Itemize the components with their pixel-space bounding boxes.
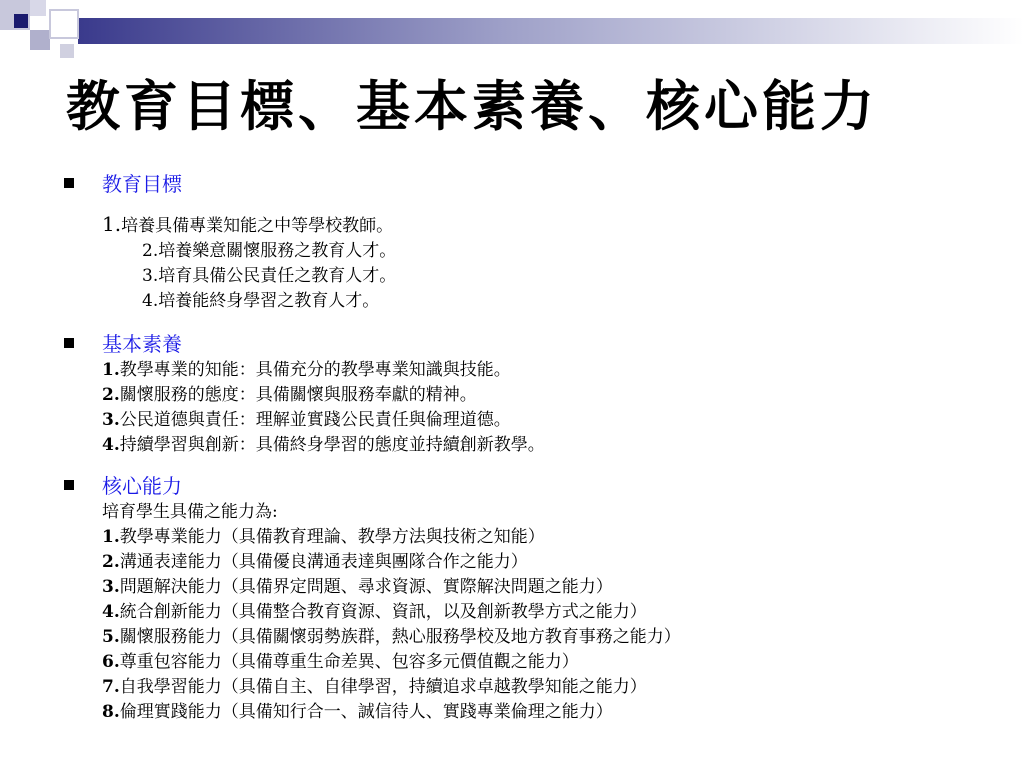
slide-title: 教育目標、基本素養、核心能力 [66, 74, 878, 138]
list-item: 3.問題解決能力（具備界定問題、尋求資源、實際解決問題之能力） [102, 577, 613, 597]
list-intro: 培育學生具備之能力為: [102, 502, 278, 522]
list-item: 5.關懷服務能力（具備關懷弱勢族群，熱心服務學校及地方教育事務之能力） [102, 627, 681, 647]
list-item: 4.統合創新能力（具備整合教育資源、資訊，以及創新教學方式之能力） [102, 602, 647, 622]
list-item: 1.教學專業能力（具備教育理論、教學方法與技術之知能） [102, 527, 545, 547]
list-item: 4.培養能終身學習之教育人才。 [142, 291, 380, 311]
list-item: 7.自我學習能力（具備自主、自律學習，持續追求卓越教學知能之能力） [102, 677, 647, 697]
square-bullet-icon [64, 338, 74, 348]
goal-list [102, 212, 396, 314]
section-heading: 基本素養 [102, 332, 182, 356]
square-bullet-icon [64, 178, 74, 188]
list-item: 2.培養樂意關懷服務之教育人才。 [142, 241, 397, 261]
section-heading: 核心能力 [102, 474, 182, 498]
list-item: 2.關懷服務的態度：具備關懷與服務奉獻的精神。 [102, 385, 477, 405]
list-item: 8.倫理實踐能力（具備知行合一、誠信待人、實踐專業倫理之能力） [102, 702, 613, 722]
list-item: 1.培養具備專業知能之中等學校教師。 [102, 212, 394, 236]
section-heading: 教育目標 [102, 172, 182, 196]
literacy-list [102, 358, 545, 458]
list-item: 6.尊重包容能力（具備尊重生命差異、包容多元價值觀之能力） [102, 652, 579, 672]
list-item: 1.教學專業的知能：具備充分的教學專業知識與技能。 [102, 360, 511, 380]
square-bullet-icon [64, 480, 74, 490]
list-item: 2.溝通表達能力（具備優良溝通表達與團隊合作之能力） [102, 552, 528, 572]
list-item: 3.公民道德與責任：理解並實踐公民責任與倫理道德。 [102, 410, 511, 430]
list-item: 3.培育具備公民責任之教育人才。 [142, 266, 397, 286]
decorative-header-squares [0, 0, 1024, 60]
competency-list [102, 500, 681, 725]
list-item: 4.持續學習與創新：具備終身學習的態度並持續創新教學。 [102, 435, 545, 455]
